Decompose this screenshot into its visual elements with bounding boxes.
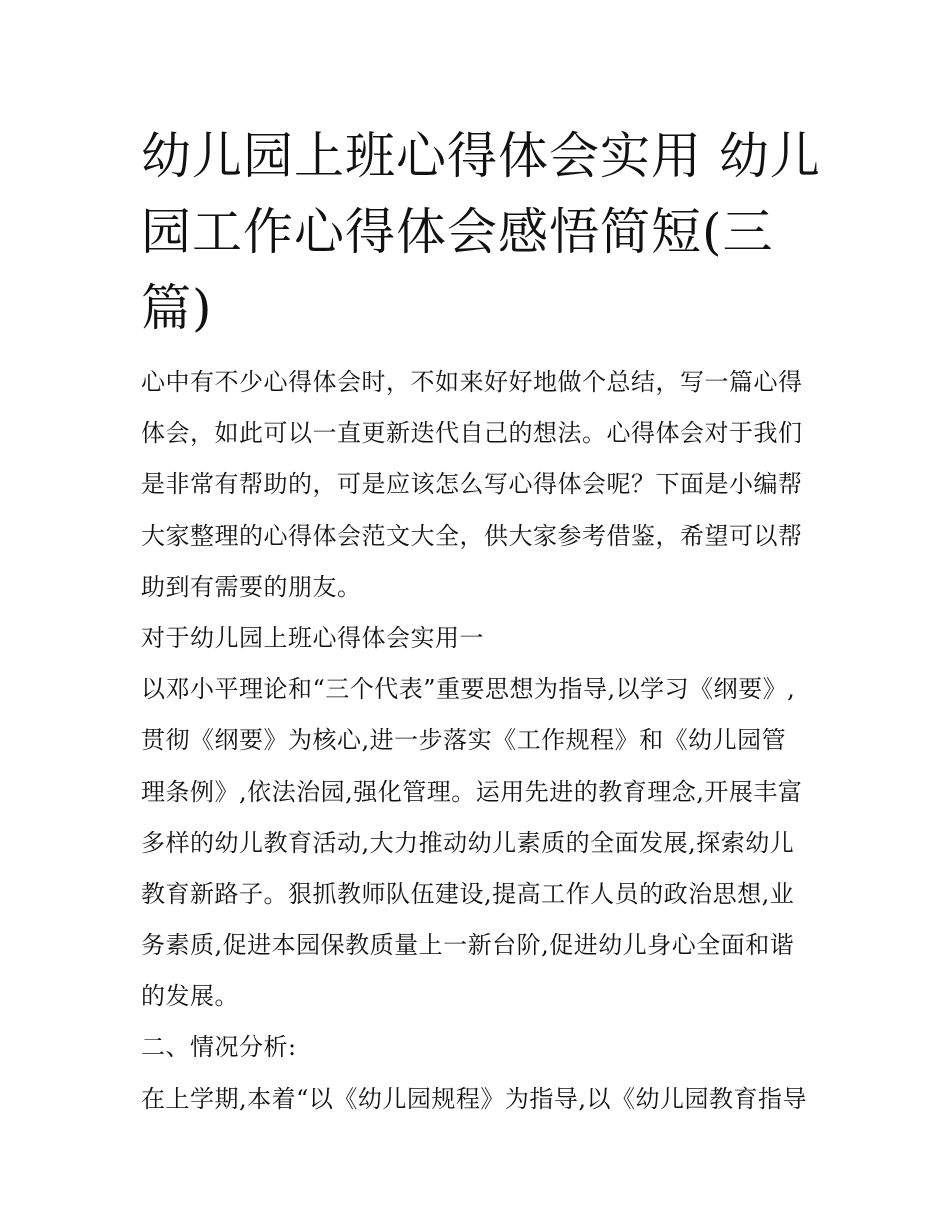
body-line: 务素质,促进本园保教质量上一新台阶,促进幼儿身心全面和谐 [141, 931, 795, 960]
section-heading: 二、情况分析: [141, 1033, 297, 1062]
body-line: 大家整理的心得体会范文大全，供大家参考借鉴，希望可以帮 [141, 521, 803, 550]
body-line: 理条例》,依法治园,强化管理。运用先进的教育理念,开展丰富 [141, 777, 803, 806]
title-line-1: 幼儿园上班心得体会实用 幼儿 [141, 127, 821, 185]
body-line: 多样的幼儿教育活动,大力推动幼儿素质的全面发展,探索幼儿 [141, 828, 795, 857]
body-line: 助到有需要的朋友。 [141, 572, 362, 601]
body-line: 在上学期,本着“以《幼儿园规程》为指导,以《幼儿园教育指导 [141, 1084, 808, 1113]
body-line: 心中有不少心得体会时，不如来好好地做个总结，写一篇心得 [141, 368, 803, 396]
title-line-2: 园工作心得体会感悟简短(三 [141, 203, 774, 261]
body-line: 以邓小平理论和“三个代表”重要思想为指导,以学习《纲要》, [141, 675, 796, 704]
title-line-3: 篇) [141, 279, 213, 337]
body-line: 贯彻《纲要》为核心,进一步落实《工作规程》和《幼儿园管 [141, 726, 787, 755]
body-line: 的发展。 [141, 982, 239, 1011]
body-line: 是非常有帮助的，可是应该怎么写心得体会呢？下面是小编帮 [141, 470, 803, 499]
body-line: 教育新路子。狠抓教师队伍建设,提高工作人员的政治思想,业 [141, 879, 795, 908]
document-title [141, 118, 821, 346]
document-body [141, 357, 821, 1125]
section-heading: 对于幼儿园上班心得体会实用一 [141, 623, 484, 652]
body-line: 体会，如此可以一直更新迭代自己的想法。心得体会对于我们 [141, 419, 803, 448]
